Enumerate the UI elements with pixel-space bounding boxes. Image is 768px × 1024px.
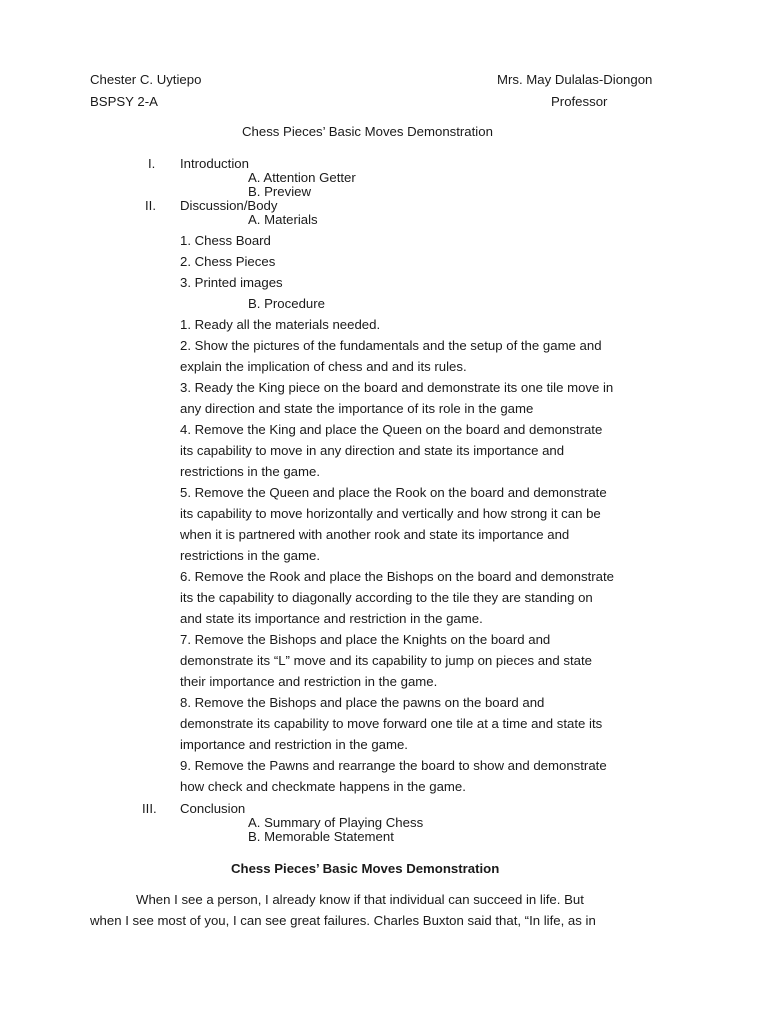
outline-heading-intro: Introduction <box>180 156 249 171</box>
procedure-line: 2. Show the pictures of the fundamentals and the setup of the game and <box>180 338 602 353</box>
speech-title: Chess Pieces’ Basic Moves Demonstration <box>231 861 500 876</box>
outline-sub-procedure: B. Procedure <box>248 296 325 311</box>
outline-sub-attention-getter: A. Attention Getter <box>248 170 356 185</box>
procedure-line: any direction and state the importance of its role in the game <box>180 401 534 416</box>
procedure-line: demonstrate its capability to move forward one tile at a time and state its <box>180 716 603 731</box>
procedure-line: its capability to move horizontally and vertically and how strong it can be <box>180 506 601 521</box>
outline-numeral-intro: I. <box>148 156 156 171</box>
material-item: 2. Chess Pieces <box>180 254 276 269</box>
procedure-line: 3. Ready the King piece on the board and demonstrate its one tile move in <box>180 380 614 395</box>
outline-numeral-conclusion: III. <box>142 801 157 816</box>
procedure-line: their importance and restriction in the game. <box>180 674 438 689</box>
outline-sub-preview: B. Preview <box>248 184 312 199</box>
speech-line: When I see a person, I already know if that individual can succeed in life. But <box>136 892 584 907</box>
student-name: Chester C. Uytiepo <box>90 72 202 87</box>
procedure-line: 9. Remove the Pawns and rearrange the board to show and demonstrate <box>180 758 607 773</box>
procedure-line: explain the implication of chess and and its rules. <box>180 359 467 374</box>
procedure-line: and state its importance and restriction in the game. <box>180 611 483 626</box>
outline-heading-conclusion: Conclusion <box>180 801 246 816</box>
outline-sub-memorable-statement: B. Memorable Statement <box>248 829 394 844</box>
procedure-line: 8. Remove the Bishops and place the pawns on the board and <box>180 695 545 710</box>
procedure-line: its capability to move in any direction and state its importance and <box>180 443 565 458</box>
professor-name: Mrs. May Dulalas-Diongon <box>497 72 653 87</box>
procedure-line: its the capability to diagonally according to the tile they are standing on <box>180 590 593 605</box>
procedure-line: demonstrate its “L” move and its capability to jump on pieces and state <box>180 653 592 668</box>
material-item: 1. Chess Board <box>180 233 271 248</box>
material-item: 3. Printed images <box>180 275 283 290</box>
document-title: Chess Pieces’ Basic Moves Demonstration <box>242 124 493 139</box>
procedure-line: when it is partnered with another rook and state its importance and <box>180 527 570 542</box>
procedure-line: 6. Remove the Rook and place the Bishops on the board and demonstrate <box>180 569 615 584</box>
outline-numeral-body: II. <box>145 198 156 213</box>
procedure-line: importance and restriction in the game. <box>180 737 408 752</box>
procedure-line: 5. Remove the Queen and place the Rook on the board and demonstrate <box>180 485 607 500</box>
outline-sub-materials: A. Materials <box>248 212 318 227</box>
student-section: BSPSY 2-A <box>90 94 158 109</box>
speech-line: when I see most of you, I can see great failures. Charles Buxton said that, “In life, as in <box>90 913 596 928</box>
procedure-line: 7. Remove the Bishops and place the Knights on the board and <box>180 632 551 647</box>
procedure-line: restrictions in the game. <box>180 464 320 479</box>
outline-sub-summary: A. Summary of Playing Chess <box>248 815 424 830</box>
procedure-line: 1. Ready all the materials needed. <box>180 317 381 332</box>
procedure-line: restrictions in the game. <box>180 548 320 563</box>
professor-title: Professor <box>551 94 608 109</box>
procedure-line: 4. Remove the King and place the Queen on the board and demonstrate <box>180 422 603 437</box>
procedure-line: how check and checkmate happens in the game. <box>180 779 466 794</box>
outline-heading-body: Discussion/Body <box>180 198 278 213</box>
